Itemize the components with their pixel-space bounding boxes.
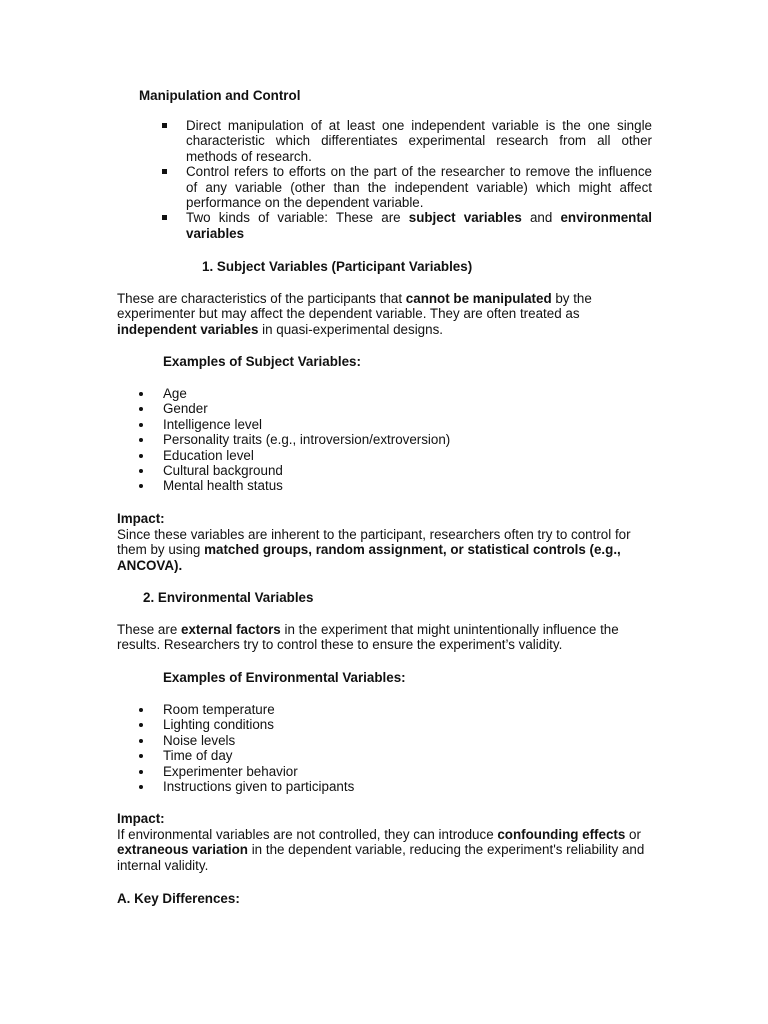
environmental-intro-text-1: These are (117, 622, 182, 637)
term-extraneous-variation: extraneous variation (117, 842, 248, 858)
heading-subject-variables: 1. Subject Variables (Participant Variables) (202, 259, 473, 274)
list-item: Time of day (137, 748, 354, 763)
subject-impact-paragraph (117, 527, 647, 573)
subject-examples-list (137, 386, 450, 494)
list-item: Instructions given to participants (137, 779, 354, 794)
list-item: Noise levels (137, 733, 354, 748)
environmental-intro-text-2: in the experiment that might unintentionally influence the results. Researchers try to control these to ensure the experiment’s validity. (117, 622, 619, 653)
environmental-impact-text-3: in the dependent variable, reducing the experiment's reliability and internal validity. (117, 842, 645, 873)
subject-intro-text-1: These are characteristics of the participants that (117, 291, 406, 306)
subject-impact-text: Since these variables are inherent to the participant, researchers often try to control for them by using (117, 527, 631, 558)
list-item: Education level (137, 448, 450, 463)
list-item: Cultural background (137, 463, 450, 478)
environmental-intro-paragraph (117, 622, 647, 653)
manipulation-bullet-list (162, 118, 652, 241)
bullet-two-kinds (162, 210, 652, 241)
list-item: Lighting conditions (137, 717, 354, 732)
environmental-examples-title: Examples of Environmental Variables: (163, 670, 406, 685)
environmental-impact-paragraph (117, 827, 647, 873)
term-subject-variables: subject variables (408, 210, 522, 226)
list-item: Room temperature (137, 702, 354, 717)
environmental-impact-text-1: If environmental variables are not controlled, they can introduce (117, 827, 498, 842)
environmental-impact-text-2: or (625, 827, 641, 842)
heading-environmental-variables: 2. Environmental Variables (143, 590, 314, 605)
list-item: Mental health status (137, 478, 450, 493)
term-external-factors: external factors (181, 622, 281, 637)
term-confounding-effects: confounding effects (497, 827, 626, 842)
environmental-impact-label: Impact: (117, 811, 165, 826)
list-item: Gender (137, 401, 450, 416)
term-control-methods: matched groups, random assignment, or statistical controls (e.g., ANCOVA). (117, 542, 621, 573)
bullet-control: Control refers to efforts on the part of the researcher to remove the influence of any variable (other than the independent variable) which might affect performance on the dependent variable. (162, 164, 652, 210)
bullet-two-kinds-and: and (521, 210, 561, 226)
bullet-two-kinds-text: Two kinds of variable: These are (186, 210, 409, 226)
list-item: Personality traits (e.g., introversion/extroversion) (137, 432, 450, 447)
environmental-examples-list (137, 702, 354, 794)
subject-examples-title: Examples of Subject Variables: (163, 354, 361, 369)
term-cannot-be-manipulated: cannot be manipulated (405, 291, 552, 306)
subject-intro-text-3: in quasi-experimental designs. (258, 321, 443, 337)
subject-impact-label: Impact: (117, 511, 165, 526)
term-environmental-variables: environmental variables (186, 210, 652, 241)
subject-intro-text-2: by the experimenter but may affect the dependent variable. They are often treated as (117, 291, 592, 322)
list-item: Age (137, 386, 450, 401)
heading-key-differences: A. Key Differences: (117, 891, 240, 906)
bullet-direct-manipulation: Direct manipulation of at least one independent variable is the one single characteristic which differentiates experimental research from all other methods of research. (162, 118, 652, 164)
subject-intro-paragraph (117, 291, 647, 337)
list-item: Experimenter behavior (137, 764, 354, 779)
term-independent-variables: independent variables (117, 321, 259, 337)
list-item: Intelligence level (137, 417, 450, 432)
section-title-manipulation-control: Manipulation and Control (139, 88, 301, 103)
